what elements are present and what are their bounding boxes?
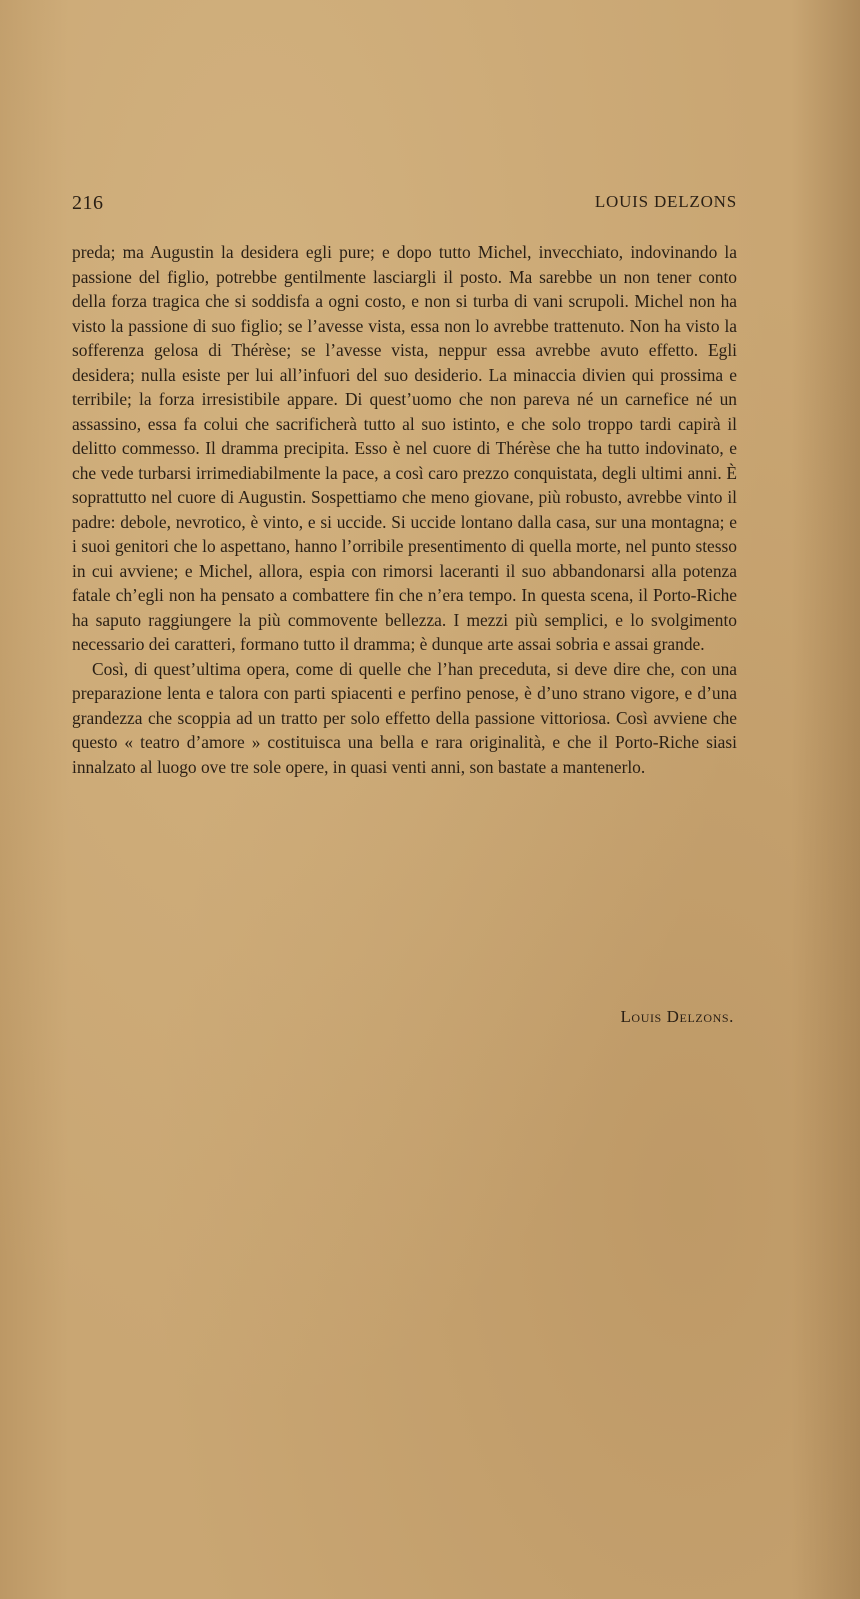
author-signature: Louis Delzons. <box>620 1007 734 1026</box>
paragraph-2: Così, di quest’ultima opera, come di quelle che l’han preceduta, si deve dire che, con una preparazione lenta e talora con parti spiacenti e perfino penose, è d’uno strano vigore, e d’una grandezza che scoppia ad un tratto per solo effetto della passione vittoriosa. Così avviene che questo « teatro d’amore » costituisca una bella e rara originalità, e che il Porto-Riche siasi innalzato al luogo ove tre sole opere, in quasi venti anni, son bastate a mantenerlo. <box>72 658 737 777</box>
running-head-title: LOUIS DELZONS <box>594 192 737 211</box>
paragraph-1: preda; ma Augustin la desidera egli pure; e dopo tutto Michel, invecchiato, indovinando la passione del figlio, potrebbe gentilmente lasciargli il posto. Ma sarebbe un non tener conto della forza tragica che si soddisfa a ogni costo, e non si turba di vani scrupoli. Michel non ha visto la passione di suo figlio; se l’avesse vista, essa non lo avrebbe trattenuto. Non ha visto la sofferenza gelosa di Thérèse; se l’avesse vista, neppur essa avrebbe avuto effetto. Egli desidera; nulla esiste per lui all’infuori del suo desiderio. La minaccia divien qui prossima e terribile; la forza irresistibile appare. Di quest’uomo che non pareva né un carnefice né un assassino, essa fa colui che sacrificherà tutto al suo istinto, e che solo troppo tardi capirà il delitto commesso. Il dramma precipita. Esso è nel cuore di Thérèse che ha tutto indovinato, e che vede turbarsi irrimediabilmente la pace, a così caro prezzo conquistata, degli ultimi anni. È soprattutto nel cuore di Augustin. Sospettiamo che meno giovane, più robusto, avrebbe vinto il padre: debole, nevrotico, è vinto, e si uccide. Si uccide lontano dalla casa, sur una montagna; e i suoi genitori che lo aspettano, hanno l’orribile presentimento di quella morte, nel punto stesso in cui avviene; e Michel, allora, espia con rimorsi laceranti il suo abbandonarsi alla potenza fatale ch’egli non ha pensato a combattere fin che n’era tempo. In questa scena, il Porto-Riche ha saputo raggiungere la più commovente bellezza. I mezzi più semplici, e lo svolgimento necessario dei caratteri, formano tutto il dramma; è dunque arte assai sobria e assai grande. <box>72 242 737 654</box>
page-number: 216 <box>72 192 104 214</box>
running-head <box>72 192 737 220</box>
body-text <box>72 240 737 779</box>
